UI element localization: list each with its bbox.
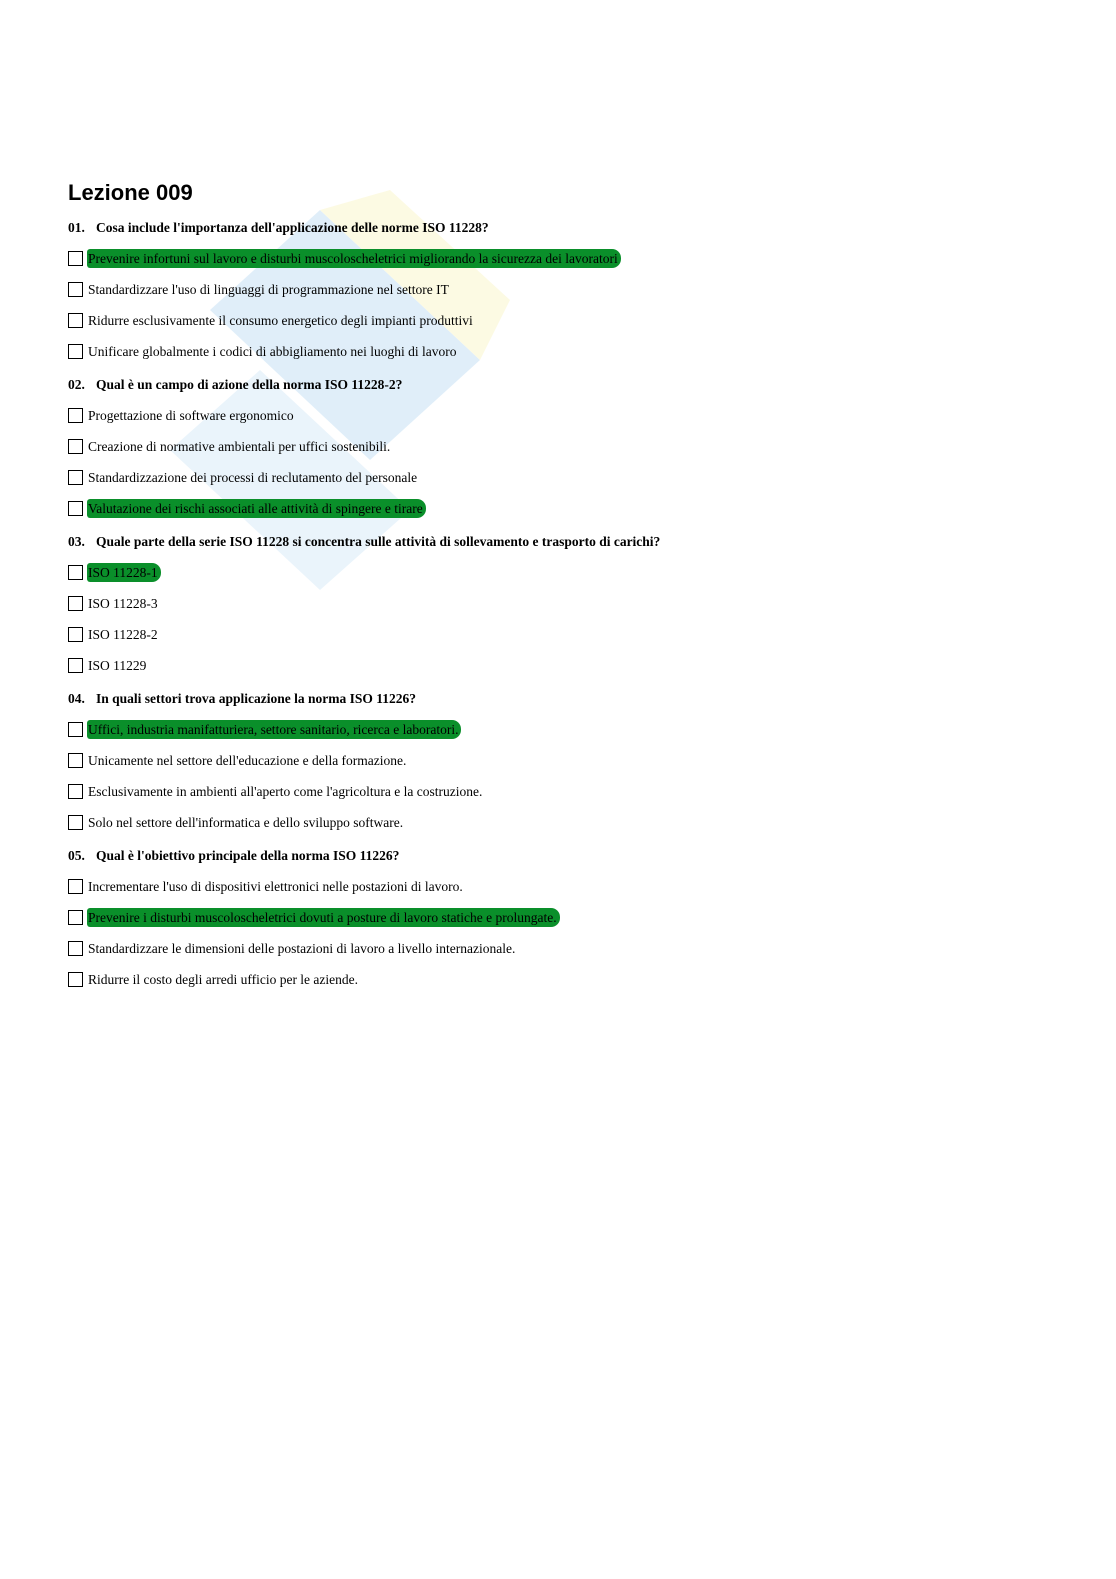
answer-option[interactable] — [68, 436, 1028, 456]
answer-checkbox[interactable] — [68, 596, 83, 611]
question-label: Cosa include l'importanza dell'applicazione delle norme ISO 11228? — [96, 220, 489, 235]
correct-answer-text: ISO 11228-1 — [87, 563, 161, 582]
answer-option[interactable] — [68, 750, 1028, 770]
answer-option[interactable] — [68, 812, 1028, 832]
answer-text: Progettazione di software ergonomico — [88, 407, 294, 423]
quiz-content — [68, 178, 1028, 1003]
correct-answer-text: Prevenire i disturbi muscoloscheletrici dovuti a posture di lavoro statiche e prolungate. — [87, 908, 560, 927]
answer-checkbox[interactable] — [68, 470, 83, 485]
answer-checkbox[interactable] — [68, 501, 83, 516]
answer-option[interactable] — [68, 341, 1028, 361]
answer-checkbox[interactable] — [68, 408, 83, 423]
question-number: 02. — [68, 377, 85, 392]
answer-text: Standardizzazione dei processi di reclutamento del personale — [88, 469, 418, 485]
answer-checkbox[interactable] — [68, 879, 83, 894]
answer-option[interactable] — [68, 938, 1028, 958]
question-label: Quale parte della serie ISO 11228 si concentra sulle attività di sollevamento e trasporto di carichi? — [96, 534, 661, 549]
answer-checkbox[interactable] — [68, 658, 83, 673]
answer-option[interactable] — [68, 498, 1028, 518]
question-number: 05. — [68, 848, 85, 863]
correct-answer-text: Prevenire infortuni sul lavoro e disturbi muscoloscheletrici migliorando la sicurezza dei lavoratori — [87, 249, 621, 268]
question-block — [68, 218, 1028, 361]
answer-option[interactable] — [68, 969, 1028, 989]
answer-option[interactable] — [68, 624, 1028, 644]
answer-checkbox[interactable] — [68, 565, 83, 580]
answer-option[interactable] — [68, 781, 1028, 801]
question-label: Qual è l'obiettivo principale della norma ISO 11226? — [96, 848, 400, 863]
answer-text: ISO 11228-3 — [88, 595, 158, 611]
answer-checkbox[interactable] — [68, 627, 83, 642]
answer-option[interactable] — [68, 562, 1028, 582]
answer-checkbox[interactable] — [68, 910, 83, 925]
answer-option[interactable] — [68, 279, 1028, 299]
lesson-title: Lezione 009 — [68, 180, 193, 205]
answer-text: Ridurre esclusivamente il consumo energetico degli impianti produttivi — [88, 312, 473, 328]
answer-text: Standardizzare le dimensioni delle postazioni di lavoro a livello internazionale. — [88, 940, 516, 956]
question-number: 01. — [68, 220, 85, 235]
correct-answer-text: Valutazione dei rischi associati alle attività di spingere e tirare — [87, 499, 426, 518]
question-block — [68, 846, 1028, 989]
answer-text: ISO 11228-2 — [88, 626, 158, 642]
answer-text: Standardizzare l'uso di linguaggi di programmazione nel settore IT — [88, 281, 449, 297]
question-text — [68, 375, 1028, 395]
question-block — [68, 689, 1028, 832]
answer-checkbox[interactable] — [68, 439, 83, 454]
question-text — [68, 532, 1028, 552]
answer-text: Unificare globalmente i codici di abbigliamento nei luoghi di lavoro — [88, 343, 457, 359]
answer-text: Creazione di normative ambientali per uffici sostenibili. — [88, 438, 391, 454]
question-number: 03. — [68, 534, 85, 549]
question-block — [68, 375, 1028, 518]
answer-checkbox[interactable] — [68, 313, 83, 328]
question-list — [68, 218, 1028, 989]
answer-option[interactable] — [68, 907, 1028, 927]
answer-checkbox[interactable] — [68, 784, 83, 799]
correct-answer-text: Uffici, industria manifatturiera, settore sanitario, ricerca e laboratori. — [87, 720, 461, 739]
answer-text: ISO 11229 — [88, 657, 147, 673]
answer-text: Unicamente nel settore dell'educazione e della formazione. — [88, 752, 407, 768]
question-label: In quali settori trova applicazione la norma ISO 11226? — [96, 691, 417, 706]
answer-option[interactable] — [68, 467, 1028, 487]
answer-checkbox[interactable] — [68, 722, 83, 737]
answer-option[interactable] — [68, 405, 1028, 425]
question-block — [68, 532, 1028, 675]
answer-checkbox[interactable] — [68, 282, 83, 297]
answer-checkbox[interactable] — [68, 753, 83, 768]
question-text — [68, 689, 1028, 709]
answer-option[interactable] — [68, 593, 1028, 613]
answer-option[interactable] — [68, 248, 1028, 268]
answer-option[interactable] — [68, 719, 1028, 739]
question-number: 04. — [68, 691, 85, 706]
answer-option[interactable] — [68, 876, 1028, 896]
answer-option[interactable] — [68, 310, 1028, 330]
question-label: Qual è un campo di azione della norma ISO 11228-2? — [96, 377, 403, 392]
answer-checkbox[interactable] — [68, 941, 83, 956]
answer-text: Solo nel settore dell'informatica e dello sviluppo software. — [88, 814, 404, 830]
answer-option[interactable] — [68, 655, 1028, 675]
question-text — [68, 846, 1028, 866]
question-text — [68, 218, 1028, 238]
answer-checkbox[interactable] — [68, 972, 83, 987]
answer-text: Ridurre il costo degli arredi ufficio per le aziende. — [88, 971, 359, 987]
answer-checkbox[interactable] — [68, 344, 83, 359]
answer-checkbox[interactable] — [68, 815, 83, 830]
answer-text: Incrementare l'uso di dispositivi elettronici nelle postazioni di lavoro. — [88, 878, 463, 894]
answer-checkbox[interactable] — [68, 251, 83, 266]
answer-text: Esclusivamente in ambienti all'aperto come l'agricoltura e la costruzione. — [88, 783, 483, 799]
